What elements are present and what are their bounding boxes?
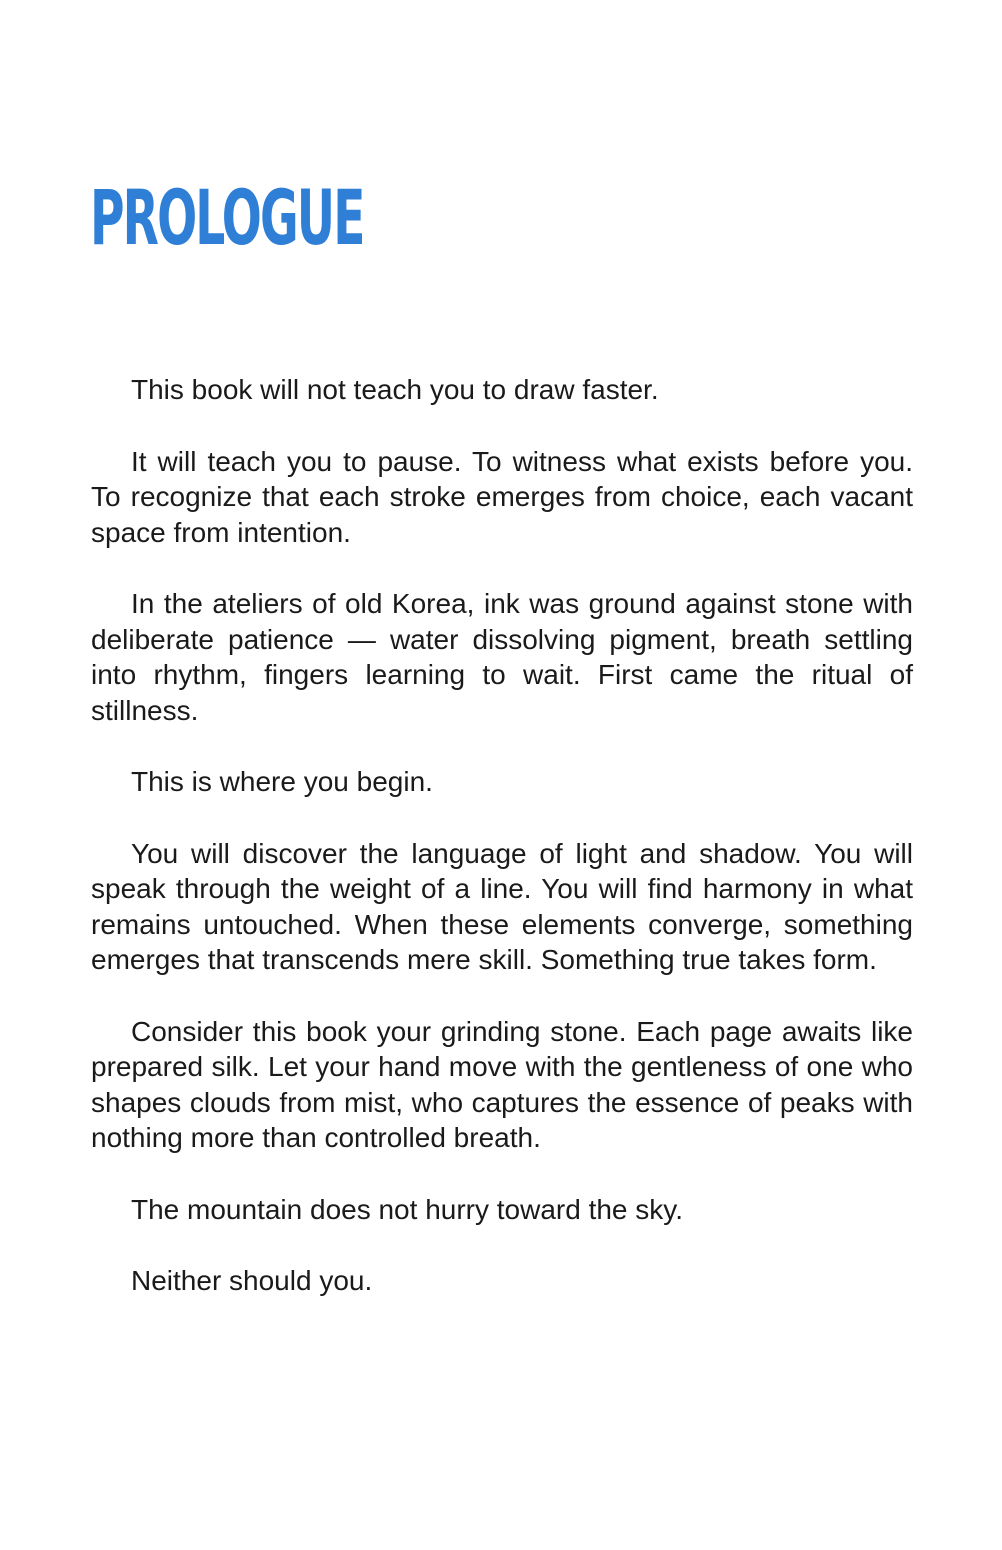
chapter-title: PROLOGUE <box>90 173 364 262</box>
paragraph: Consider this book your grinding stone. Each page awaits like prepared silk. Let your hand move with the gentleness of one who shapes clouds from mist, who captures the essence of peaks with nothing more than controlled breath. <box>91 1015 913 1153</box>
paragraph: The mountain does not hurry toward the sky. <box>131 1193 683 1225</box>
prologue-body <box>91 372 913 1335</box>
paragraph: This book will not teach you to draw faster. <box>131 374 659 405</box>
paragraph: It will teach you to pause. To witness what exists before you. To recognize that each stroke emerges from choice, each vacant space from intention. <box>91 445 913 548</box>
paragraph: In the ateliers of old Korea, ink was ground against stone with deliberate patience — water dissolving pigment, breath settling into rhythm, fingers learning to wait. First came the ritual of stillness. <box>91 588 913 726</box>
paragraph: This is where you begin. <box>131 766 433 797</box>
paragraph: Neither should you. <box>131 1265 373 1296</box>
paragraph: You will discover the language of light and shadow. You will speak through the weight of a line. You will find harmony in what remains untouched. When these elements converge, something emerges that transcends mere skill. Something true takes form. <box>91 837 913 975</box>
